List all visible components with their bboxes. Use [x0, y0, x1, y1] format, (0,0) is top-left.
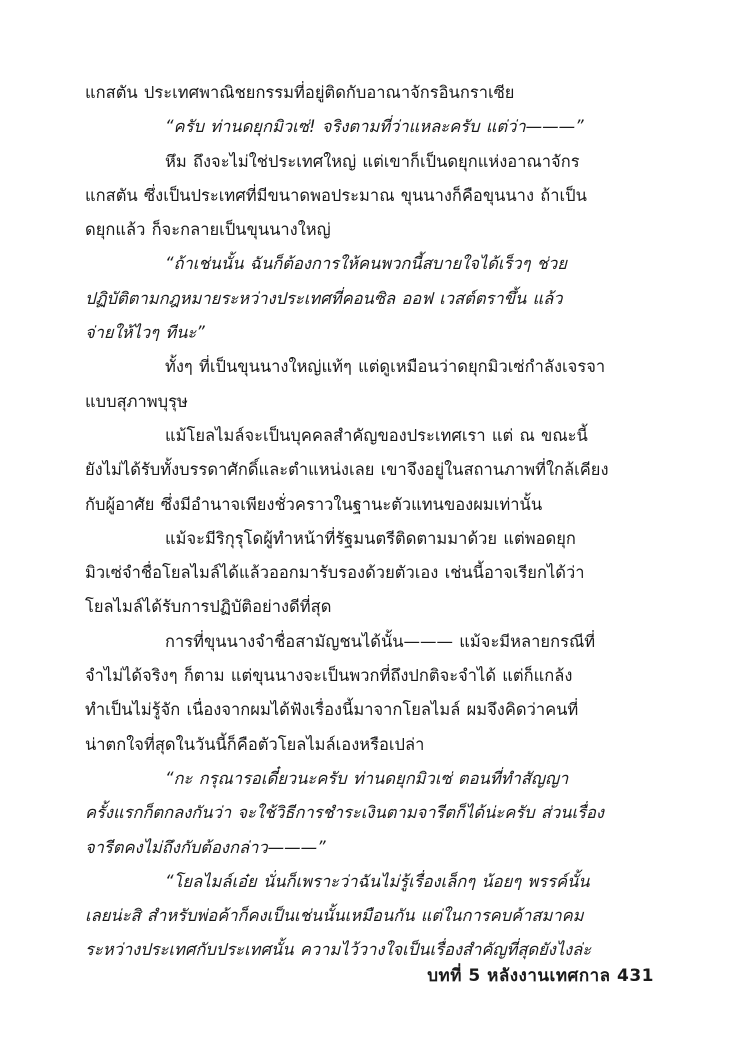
- paragraph: [85, 110, 651, 144]
- text-line: จ่ายให้ไวๆ ทีนะ”: [85, 323, 205, 343]
- paragraph: [85, 865, 651, 968]
- text-line: ดยุกแล้ว ก็จะกลายเป็นขุนนางใหญ่: [85, 220, 331, 240]
- paragraph: [85, 762, 651, 865]
- text-line: แบบสุภาพบุรุษ: [85, 391, 188, 411]
- text-line: แกสตัน ประเทศพาณิชยกรรมที่อยู่ติดกับอาณาจักรอินกราเซีย: [85, 83, 515, 102]
- text-line: ปฏิบัติตามกฎหมายระหว่างประเทศที่คอนซิล ออฟ เวสต์ตราขึ้น แล้ว: [85, 288, 563, 308]
- paragraph: [85, 76, 651, 110]
- page-footer: บทที่ 5 หลังงานเทศกาล 431: [427, 966, 654, 986]
- text-line: โยลไมล์ได้รับการปฏิบัติอย่างดีที่สุด: [85, 597, 332, 617]
- paragraph: [85, 350, 651, 419]
- text-line: ทั้งๆ ที่เป็นขุนนางใหญ่แท้ๆ แต่ดูเหมือนว่าดยุกมิวเซ่กำลังเจรจา: [165, 357, 606, 377]
- text-line: ยังไม่ได้รับทั้งบรรดาศักดิ์และตำแหน่งเลย เขาจึงอยู่ในสถานภาพที่ใกล้เคียง: [85, 460, 609, 480]
- paragraph: [85, 522, 651, 625]
- paragraph: [85, 145, 651, 248]
- text-line: การที่ขุนนางจำชื่อสามัญชนได้นั้น——— แม้จะมีหลายกรณีที่: [165, 631, 596, 651]
- text-line: มิวเซ่จำชื่อโยลไมล์ได้แล้วออกมารับรองด้วยตัวเอง เช่นนี้อาจเรียกได้ว่า: [85, 563, 585, 583]
- text-line: “โยลไมล์เอ๋ย นั่นก็เพราะว่าฉันไม่รู้เรื่องเล็กๆ น้อยๆ พรรค์นั้น: [165, 871, 590, 891]
- text-line: ครั้งแรกก็ตกลงกันว่า จะใช้วิธีการชำระเงินตามจารีตก็ได้น่ะครับ ส่วนเรื่อง: [85, 803, 604, 823]
- text-line: หึม ถึงจะไม่ใช่ประเทศใหญ่ แต่เขาก็เป็นดยุกแห่งอาณาจักร: [165, 151, 580, 171]
- paragraph: [85, 419, 651, 522]
- text-line: น่าตกใจที่สุดในวันนี้ก็คือตัวโยลไมล์เองหรือเปล่า: [85, 734, 425, 754]
- text-line: “กะ กรุณารอเดี๋ยวนะครับ ท่านดยุกมิวเซ่ ตอนที่ทำสัญญา: [165, 768, 569, 788]
- text-line: “ถ้าเช่นนั้น ฉันก็ต้องการให้คนพวกนี้สบายใจได้เร็วๆ ช่วย: [165, 254, 567, 274]
- text-line: แม้โยลไมล์จะเป็นบุคคลสำคัญของประเทศเรา แต่ ณ ขณะนี้: [165, 425, 588, 445]
- text-line: เลยน่ะสิ สำหรับพ่อค้าก็คงเป็นเช่นนั้นเหมือนกัน แต่ในการคบค้าสมาคม: [85, 906, 584, 926]
- paragraph: [85, 247, 651, 350]
- text-line: “ครับ ท่านดยุกมิวเซ่! จริงตามที่ว่าแหละครับ แต่ว่า———”: [165, 117, 584, 137]
- paragraph: [85, 625, 651, 762]
- page-body: [85, 76, 651, 968]
- text-line: จารีตคงไม่ถึงกับต้องกล่าว———”: [85, 837, 326, 857]
- text-line: ระหว่างประเทศกับประเทศนั้น ความไว้วางใจเป็นเรื่องสำคัญที่สุดยังไงล่ะ: [85, 940, 592, 960]
- text-line: จำไม่ได้จริงๆ ก็ตาม แต่ขุนนางจะเป็นพวกที่ถึงปกติจะจำได้ แต่ก็แกล้ง: [85, 666, 573, 686]
- text-line: แม้จะมีริกุรุโดผู้ทำหน้าที่รัฐมนตรีติดตามมาด้วย แต่พอดยุก: [165, 528, 576, 548]
- text-line: ทำเป็นไม่รู้จัก เนื่องจากผมได้ฟังเรื่องนี้มาจากโยลไมล์ ผมจึงคิดว่าคนที่: [85, 700, 579, 720]
- text-line: กับผู้อาศัย ซึ่งมีอำนาจเพียงชั่วคราวในฐานะตัวแทนของผมเท่านั้น: [85, 494, 543, 514]
- text-line: แกสตัน ซึ่งเป็นประเทศที่มีขนาดพอประมาณ ขุนนางก็คือขุนนาง ถ้าเป็น: [85, 185, 587, 205]
